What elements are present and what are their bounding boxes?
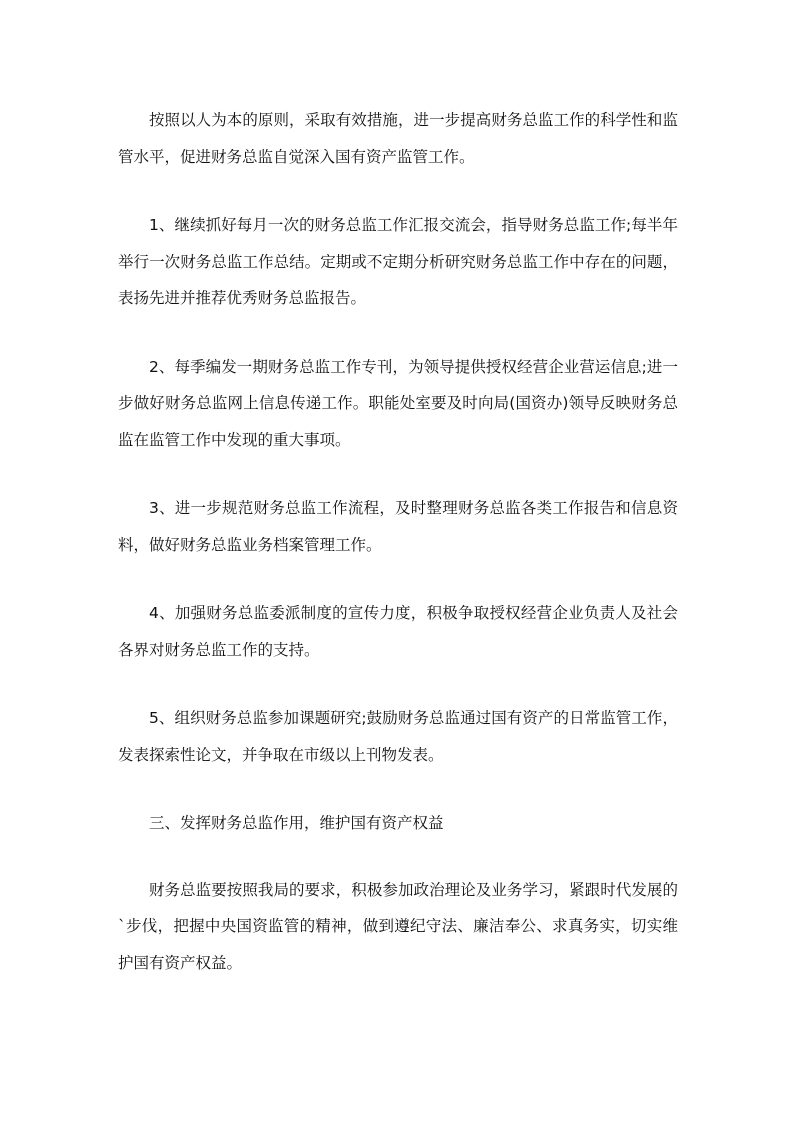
document-page <box>118 102 678 1013</box>
intro-paragraph: 按照以人为本的原则，采取有效措施，进一步提高财务总监工作的科学性和监管水平，促进财务总监自觉深入国有资产监管工作。 <box>118 111 678 166</box>
list-item-1: 1、继续抓好每月一次的财务总监工作汇报交流会，指导财务总监工作;每半年举行一次财务总监工作总结。定期或不定期分析研究财务总监工作中存在的问题，表扬先进并推荐优秀财务总监报告。 <box>118 216 678 307</box>
list-item-5: 5、组织财务总监参加课题研究;鼓励财务总监通过国有资产的日常监管工作，发表探索性论文，并争取在市级以上刊物发表。 <box>118 709 678 764</box>
list-item-2: 2、每季编发一期财务总监工作专刊，为领导提供授权经营企业营运信息;进一步做好财务总监网上信息传递工作。职能处室要及时向局(国资办)领导反映财务总监在监管工作中发现的重大事项。 <box>118 357 678 449</box>
section-heading: 三、发挥财务总监作用，维护国有资产权益 <box>149 814 444 832</box>
closing-paragraph: 财务总监要按照我局的要求，积极参加政治理论及业务学习，紧跟时代发展的`步伐，把握中央国资监管的精神，做到遵纪守法、廉洁奉公、求真务实，切实维护国有资产权益。 <box>118 880 678 972</box>
list-item-3: 3、进一步规范财务总监工作流程，及时整理财务总监各类工作报告和信息资料，做好财务总监业务档案管理工作。 <box>118 499 678 554</box>
list-item-4: 4、加强财务总监委派制度的宣传力度，积极争取授权经营企业负责人及社会各界对财务总监工作的支持。 <box>118 604 678 659</box>
